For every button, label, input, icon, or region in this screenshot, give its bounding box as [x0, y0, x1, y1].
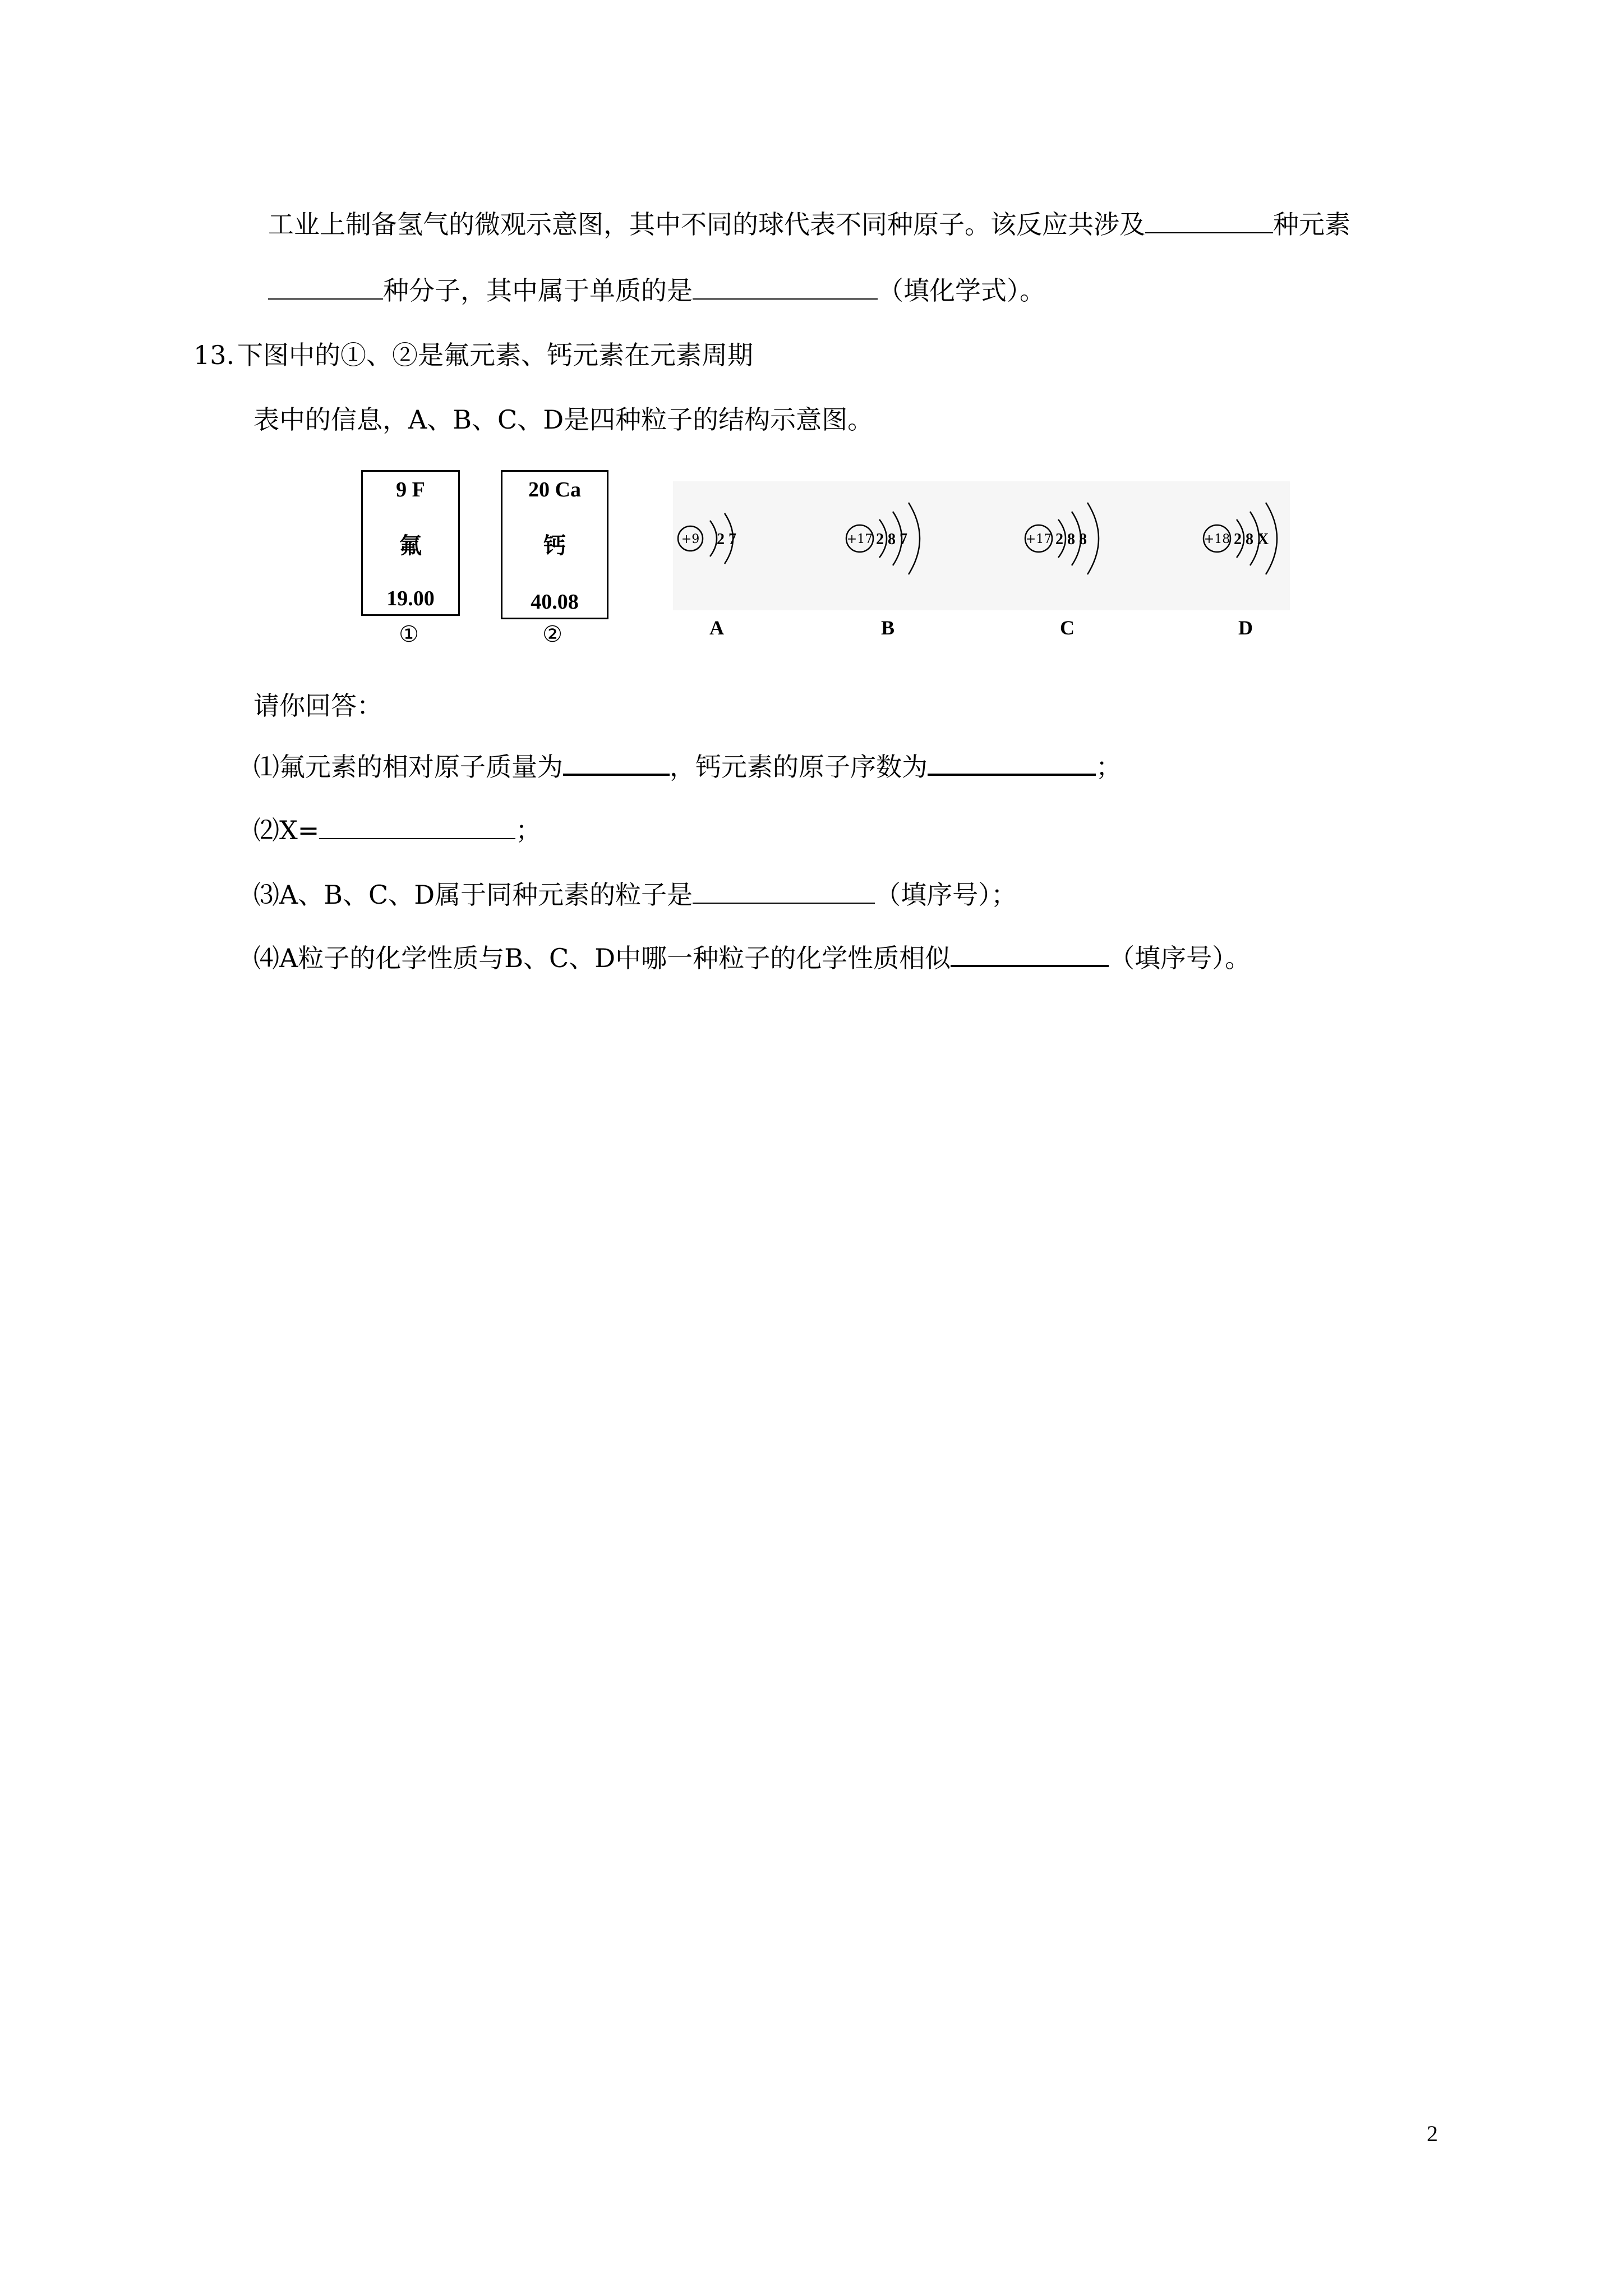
particle-label-b: B: [880, 616, 895, 639]
particle-label-c: C: [1060, 616, 1075, 639]
element-card-label: ①: [399, 622, 419, 647]
element-name: 钙: [543, 533, 566, 558]
page-number: 2: [1427, 2121, 1438, 2146]
particle-diagram-a: [678, 513, 736, 564]
sub-question-1-text-c: ；: [1096, 752, 1122, 782]
electron-counts: 2 8 7: [876, 531, 907, 548]
electron-counts: 2 7: [717, 531, 736, 548]
answer-prompt-text: 请你回答：: [253, 691, 382, 721]
sub-question-1: [253, 749, 1122, 784]
sub-question-4: [253, 940, 1251, 975]
electron-counts: 2 8 X: [1234, 531, 1269, 548]
question-stem-text-1: 下图中的①、②是氟元素、钙元素在元素周期: [237, 340, 753, 370]
element-mass: 40.08: [531, 590, 579, 614]
nucleus-charge: +9: [681, 532, 700, 546]
sub-question-2: [253, 813, 541, 847]
sub-question-2-text-a: ⑵X=: [253, 815, 320, 845]
element-header: 20 Ca: [528, 478, 581, 501]
particle-diagram-b: [846, 503, 920, 574]
question-stem-text-2: 表中的信息，A、B、C、D是四种粒子的结构示意图。: [253, 404, 874, 435]
intro-text-2-end: （填化学式）。: [878, 275, 1045, 306]
intro-text-2: 种分子，其中属于单质的是: [383, 275, 693, 306]
element-card-label: ②: [542, 622, 562, 647]
answer-blank-x-value[interactable]: [319, 813, 515, 839]
particle-label-a: A: [709, 616, 724, 639]
particle-diagram-c: [1025, 503, 1099, 574]
element-mass: 19.00: [386, 587, 435, 610]
answer-blank-similar-chemistry[interactable]: [951, 940, 1109, 967]
electron-shell: [909, 503, 920, 574]
nucleus-charge: +18: [1204, 532, 1230, 546]
sub-question-3: [253, 878, 1017, 912]
nucleus-charge: +17: [1025, 532, 1052, 546]
sub-question-1-text-b: ，钙元素的原子序数为: [670, 752, 928, 782]
sub-question-1-text-a: ⑴氟元素的相对原子质量为: [253, 752, 563, 782]
sub-question-4-text-a: ⑷A粒子的化学性质与B、C、D中哪一种粒子的化学性质相似: [253, 943, 951, 973]
electron-shell: [1087, 503, 1099, 574]
sub-question-3-text-a: ⑶A、B、C、D属于同种元素的粒子是: [253, 880, 693, 910]
sub-question-3-text-b: （填序号）；: [875, 880, 1017, 910]
particle-diagram-d: [1204, 503, 1277, 574]
question-number: 13.: [193, 340, 235, 370]
sub-question-4-text-b: （填序号）。: [1109, 943, 1251, 973]
particle-label-d: D: [1238, 616, 1253, 639]
answer-blank-fluorine-mass[interactable]: [563, 749, 670, 776]
intro-text-1-end: 种元素: [1273, 209, 1350, 240]
electron-shell: [710, 521, 717, 556]
sub-question-2-text-b: ；: [515, 815, 542, 845]
element-name: 氟: [399, 533, 422, 558]
electron-counts: 2 8 8: [1055, 531, 1087, 548]
answer-blank-calcium-number[interactable]: [928, 749, 1096, 776]
intro-text-1: 工业上制备氢气的微观示意图，其中不同的球代表不同种原子。该反应共涉及: [268, 209, 1145, 240]
answer-blank-same-element[interactable]: [693, 878, 875, 904]
answer-prompt: [253, 689, 382, 723]
particle-diagrams: [0, 0, 1623, 673]
nucleus-charge: +17: [846, 532, 873, 546]
element-header: 9 F: [396, 478, 425, 501]
